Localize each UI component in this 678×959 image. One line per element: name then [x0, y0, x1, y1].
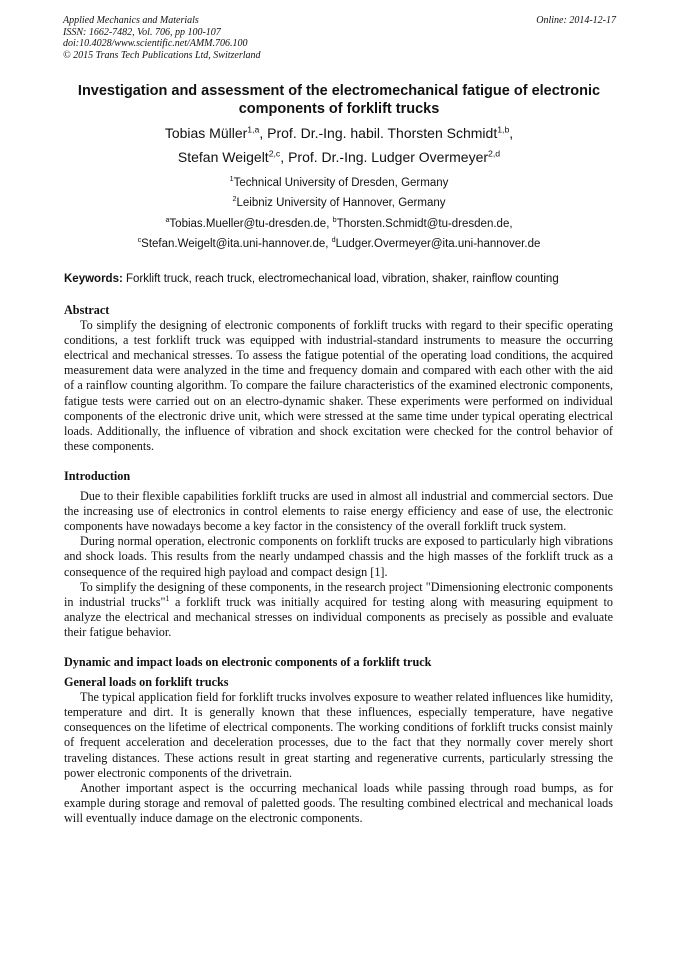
email-sup: d — [331, 236, 336, 245]
email-sup: b — [332, 216, 337, 225]
author-name: Tobias Müller — [164, 125, 248, 141]
affiliation — [60, 193, 618, 213]
email-link[interactable]: Thorsten.Schmidt@tu-dresden.de — [336, 218, 510, 230]
abstract-text: To simplify the designing of electronic components of forklift trucks with regard to their specific operating conditions, a test forklift truck was equipped with industrial-standard instruments to measure the occurring electrical and mechanical stresses. To assess the fatigue potential of the operating load conditions, the acquired measurement data were analyzed in the time and frequency domain and compared with each other with the aid of a rainflow counting algorithm. To compare the failure characteristics of the examined electronic components, fatigue tests were carried out on an electro-dynamic shaker. These experiments were performed on individual components of the electronic drive unit, which were stressed at the same time under typical operating electrical loads. Additionally, the influence of vibration and shock excitation were checked for the control behavior of these components. — [64, 318, 613, 453]
introduction-heading: Introduction — [64, 468, 131, 483]
journal-doi: doi:10.4028/www.scientific.net/AMM.706.100 — [63, 38, 248, 49]
email-link[interactable]: Ludger.Overmeyer@ita.uni-hannover.de — [335, 238, 541, 250]
email-link[interactable]: Stefan.Weigelt@ita.uni-hannover.de — [141, 238, 326, 250]
paragraph-text: a forklift truck was initially acquired for testing along with measuring equipment to analyze the electrical and mechanical stresses on individual components as precisely as possible and evaluate their fatigue behavior. — [64, 594, 613, 639]
paper-title: Investigation and assessment of the electromechanical fatigue of electronic components of forklift trucks — [77, 83, 601, 117]
section-paragraph: The typical application field for forklift trucks involves exposure to weather related influences like humidity, temperature and dirt. It is generally known that these influences, especially temperature, have negative consequences on the lifetime of electrical components. The working conditions of forklift trucks consist mainly of frequent acceleration and deceleration processes, due to the fact that they normally cover merely short traveling distances. These actions result in great starting and regenerative currents, particularly stressing the power electronic components of the drivetrain. — [64, 690, 613, 780]
paper-body — [64, 303, 613, 826]
footnote-ref: 1 — [165, 593, 170, 603]
affiliation — [60, 173, 618, 193]
author-sup: 2,c — [268, 148, 281, 159]
affiliation-sup: 1 — [229, 175, 234, 184]
email-link[interactable]: Tobias.Mueller@tu-dresden.de — [169, 218, 327, 230]
affiliations — [60, 173, 618, 213]
introduction-paragraph: During normal operation, electronic components on forklift trucks are exposed to particularly high vibrations and shock loads. This results from the nearly undamped chassis and the high masses of the forklift truck as a consequence of the required high payload and compact design [1]. — [64, 534, 613, 579]
email-sup: c — [137, 236, 142, 245]
author-list: Tobias Müller$^{1,a}$, Prof. Dr.-Ing. habil. Thorsten Schmidt$^{1,b}$, Stefan Weigelt$^{2,c}$, Prof. Dr.-Ing. Ludger Overmeyer$^{2,d}$ — [164, 124, 514, 165]
online-date: Online: 2014-12-17 — [536, 15, 616, 26]
affiliation-text: Technical University of Dresden, Germany — [233, 177, 449, 189]
keywords-label: Keywords: — [64, 273, 123, 285]
introduction-paragraph: Due to their flexible capabilities forklift trucks are used in almost all industrial and commercial sectors. Due the increasing use of electronics in control elements to raise energy efficiency and ease of use, the electronic components have nowadays become a key factor in the consistency of the overall forklift truck system. — [64, 489, 613, 534]
author-sup: 2,d — [488, 148, 501, 159]
journal-name: Applied Mechanics and Materials — [63, 15, 199, 26]
email-list: $^a$Tobias.Mueller@tu-dresden.de, $^b$Thorsten.Schmidt@tu-dresden.de, $^c$Stefan.Weigelt@ita.uni-hannover.de, $^d$Ludger.Overmeyer@ita.uni-hannover.de — [137, 216, 541, 250]
keywords-text: Forklift truck, reach truck, electromechanical load, vibration, shaker, rainflow counting — [126, 273, 559, 285]
author-sup: 1,a — [247, 124, 260, 135]
author-name: Prof. Dr.-Ing. habil. Thorsten Schmidt — [267, 125, 498, 141]
email-sup: a — [165, 216, 170, 225]
paragraph-text: To simplify the designing of these components, in the research project "Dimensioning electronic components in industrial trucks" — [64, 579, 613, 609]
subsection-heading: General loads on forklift trucks — [64, 675, 229, 690]
journal-header — [63, 15, 261, 61]
author-name: Prof. Dr.-Ing. Ludger Overmeyer — [288, 149, 489, 165]
author-sup: 1,b — [497, 124, 510, 135]
journal-issn: ISSN: 1662-7482, Vol. 706, pp 100-107 — [63, 26, 221, 38]
author-name: Stefan Weigelt — [177, 149, 269, 165]
keywords — [64, 272, 616, 286]
abstract-heading: Abstract — [64, 303, 110, 317]
journal-copyright: © 2015 Trans Tech Publications Ltd, Switzerland — [63, 49, 261, 61]
introduction-paragraph — [64, 580, 613, 640]
section-paragraph: Another important aspect is the occurring mechanical loads while passing through road bumps, as for example during storage and removal of paletted goods. The resulting combined electrical and mechanical loads will eventually induce damage on the electronic components. — [64, 780, 613, 825]
affiliation-sup: 2 — [232, 195, 237, 204]
section-heading: Dynamic and impact loads on electronic components of a forklift truck — [64, 654, 432, 669]
affiliation-text: Leibniz University of Hannover, Germany — [236, 197, 446, 209]
